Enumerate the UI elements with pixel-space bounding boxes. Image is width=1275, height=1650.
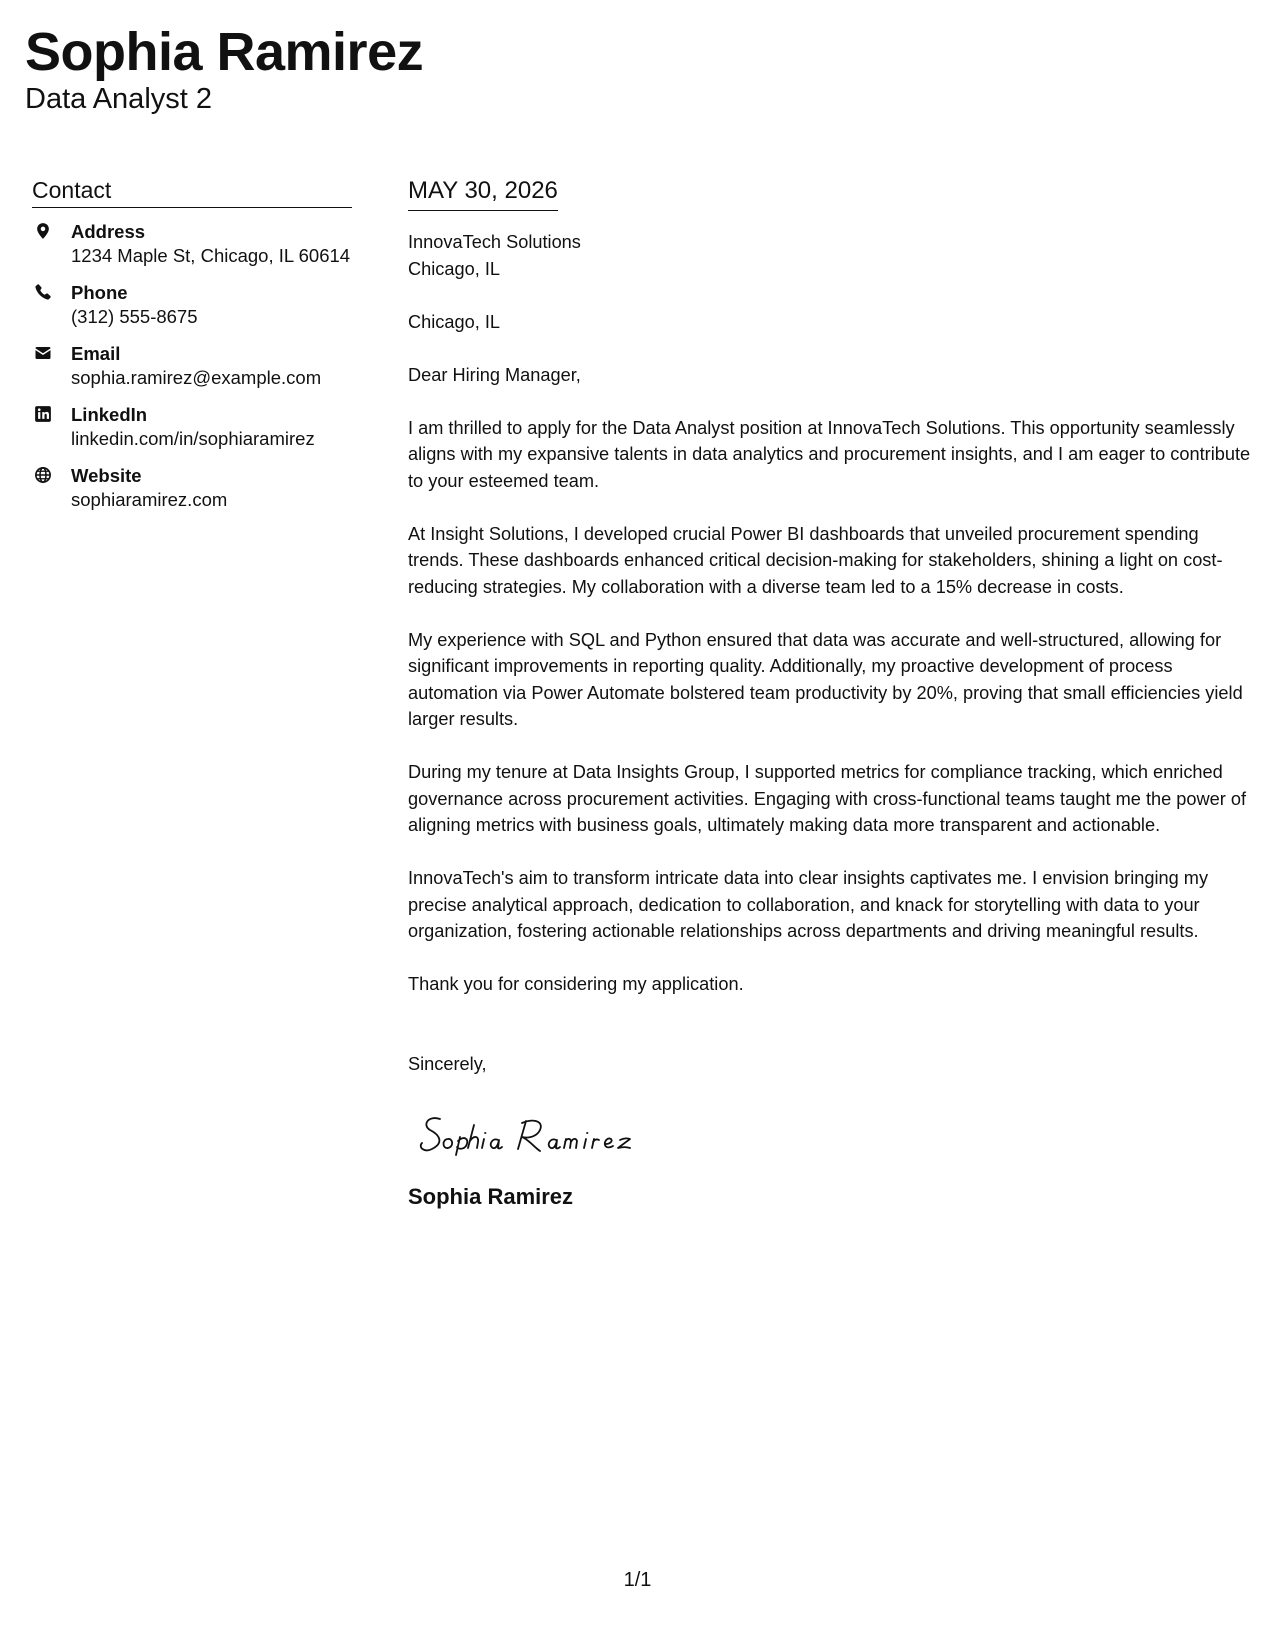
contact-sidebar xyxy=(32,176,352,525)
body-paragraph: At Insight Solutions, I developed crucial Power BI dashboards that unveiled procurement spending trends. These dashboards enhanced critical decision-making for stakeholders, shining a light on cost-reducing strategies. My collaboration with a diverse team led to a 15% decrease in costs. xyxy=(408,523,1223,597)
recipient-extra-location: Chicago, IL xyxy=(408,311,501,332)
contact-label: Address xyxy=(71,221,146,242)
signed-name: Sophia Ramirez xyxy=(408,1184,574,1209)
address-value: 1234 Maple St, Chicago, IL 60614 xyxy=(71,245,351,266)
linkedin-value: linkedin.com/in/sophiaramirez xyxy=(71,428,315,449)
contact-item-website xyxy=(32,464,352,512)
recipient-block xyxy=(408,229,1253,282)
sign-off: Sincerely, xyxy=(408,1053,487,1074)
contact-item-phone xyxy=(32,281,352,329)
linkedin-icon xyxy=(34,405,52,423)
salutation: Dear Hiring Manager, xyxy=(408,364,581,385)
letter-body xyxy=(408,176,1253,1211)
recipient-company: InnovaTech Solutions xyxy=(408,232,581,252)
applicant-role: Data Analyst 2 xyxy=(25,83,212,115)
body-paragraph: InnovaTech's aim to transform intricate data into clear insights captivates me. I envision bringing my precise analytical approach, dedication to collaboration, and knack for storytelling with data to your organization, fostering actionable relationships across departments and driving meaningful results. xyxy=(408,868,1209,941)
contact-label: Email xyxy=(71,343,121,364)
body-paragraph: I am thrilled to apply for the Data Analyst position at InnovaTech Solutions. This opportunity seamlessly aligns with my expansive talents in data analytics and procurement insights, and I am eager to contribute to your esteemed team. xyxy=(408,417,1251,491)
body-paragraph: My experience with SQL and Python ensured that data was accurate and well-structured, allowing for significant improvements in reporting quality. Additionally, my proactive development of process automation via Power Automate bolstered team productivity by 20%, proving that small efficiencies yield larger results. xyxy=(408,629,1243,729)
body-paragraph: During my tenure at Data Insights Group, I supported metrics for compliance tracking, which enriched governance across procurement activities. Engaging with cross-functional teams taught me the power of aligning metrics with business goals, ultimately making data more transparent and actionable. xyxy=(408,762,1247,835)
closing-line: Thank you for considering my application. xyxy=(408,974,744,994)
contact-item-linkedin xyxy=(32,403,352,451)
page-number: 1/1 xyxy=(623,1569,652,1591)
contact-label: LinkedIn xyxy=(71,404,148,425)
phone-icon xyxy=(34,283,52,301)
phone-value: (312) 555-8675 xyxy=(71,306,198,327)
email-value: sophia.ramirez@example.com xyxy=(71,367,322,388)
location-pin-icon xyxy=(34,222,52,240)
website-value: sophiaramirez.com xyxy=(71,489,228,510)
envelope-icon xyxy=(34,344,52,362)
letter-date: MAY 30, 2026 xyxy=(408,176,558,211)
applicant-name: Sophia Ramirez xyxy=(25,22,424,82)
contact-label: Website xyxy=(71,465,142,486)
contact-item-email xyxy=(32,342,352,390)
globe-icon xyxy=(34,466,52,484)
recipient-location: Chicago, IL xyxy=(408,258,501,279)
contact-item-address xyxy=(32,220,352,268)
contact-label: Phone xyxy=(71,282,128,303)
contact-heading: Contact xyxy=(32,176,352,208)
handwritten-signature xyxy=(418,1105,663,1157)
